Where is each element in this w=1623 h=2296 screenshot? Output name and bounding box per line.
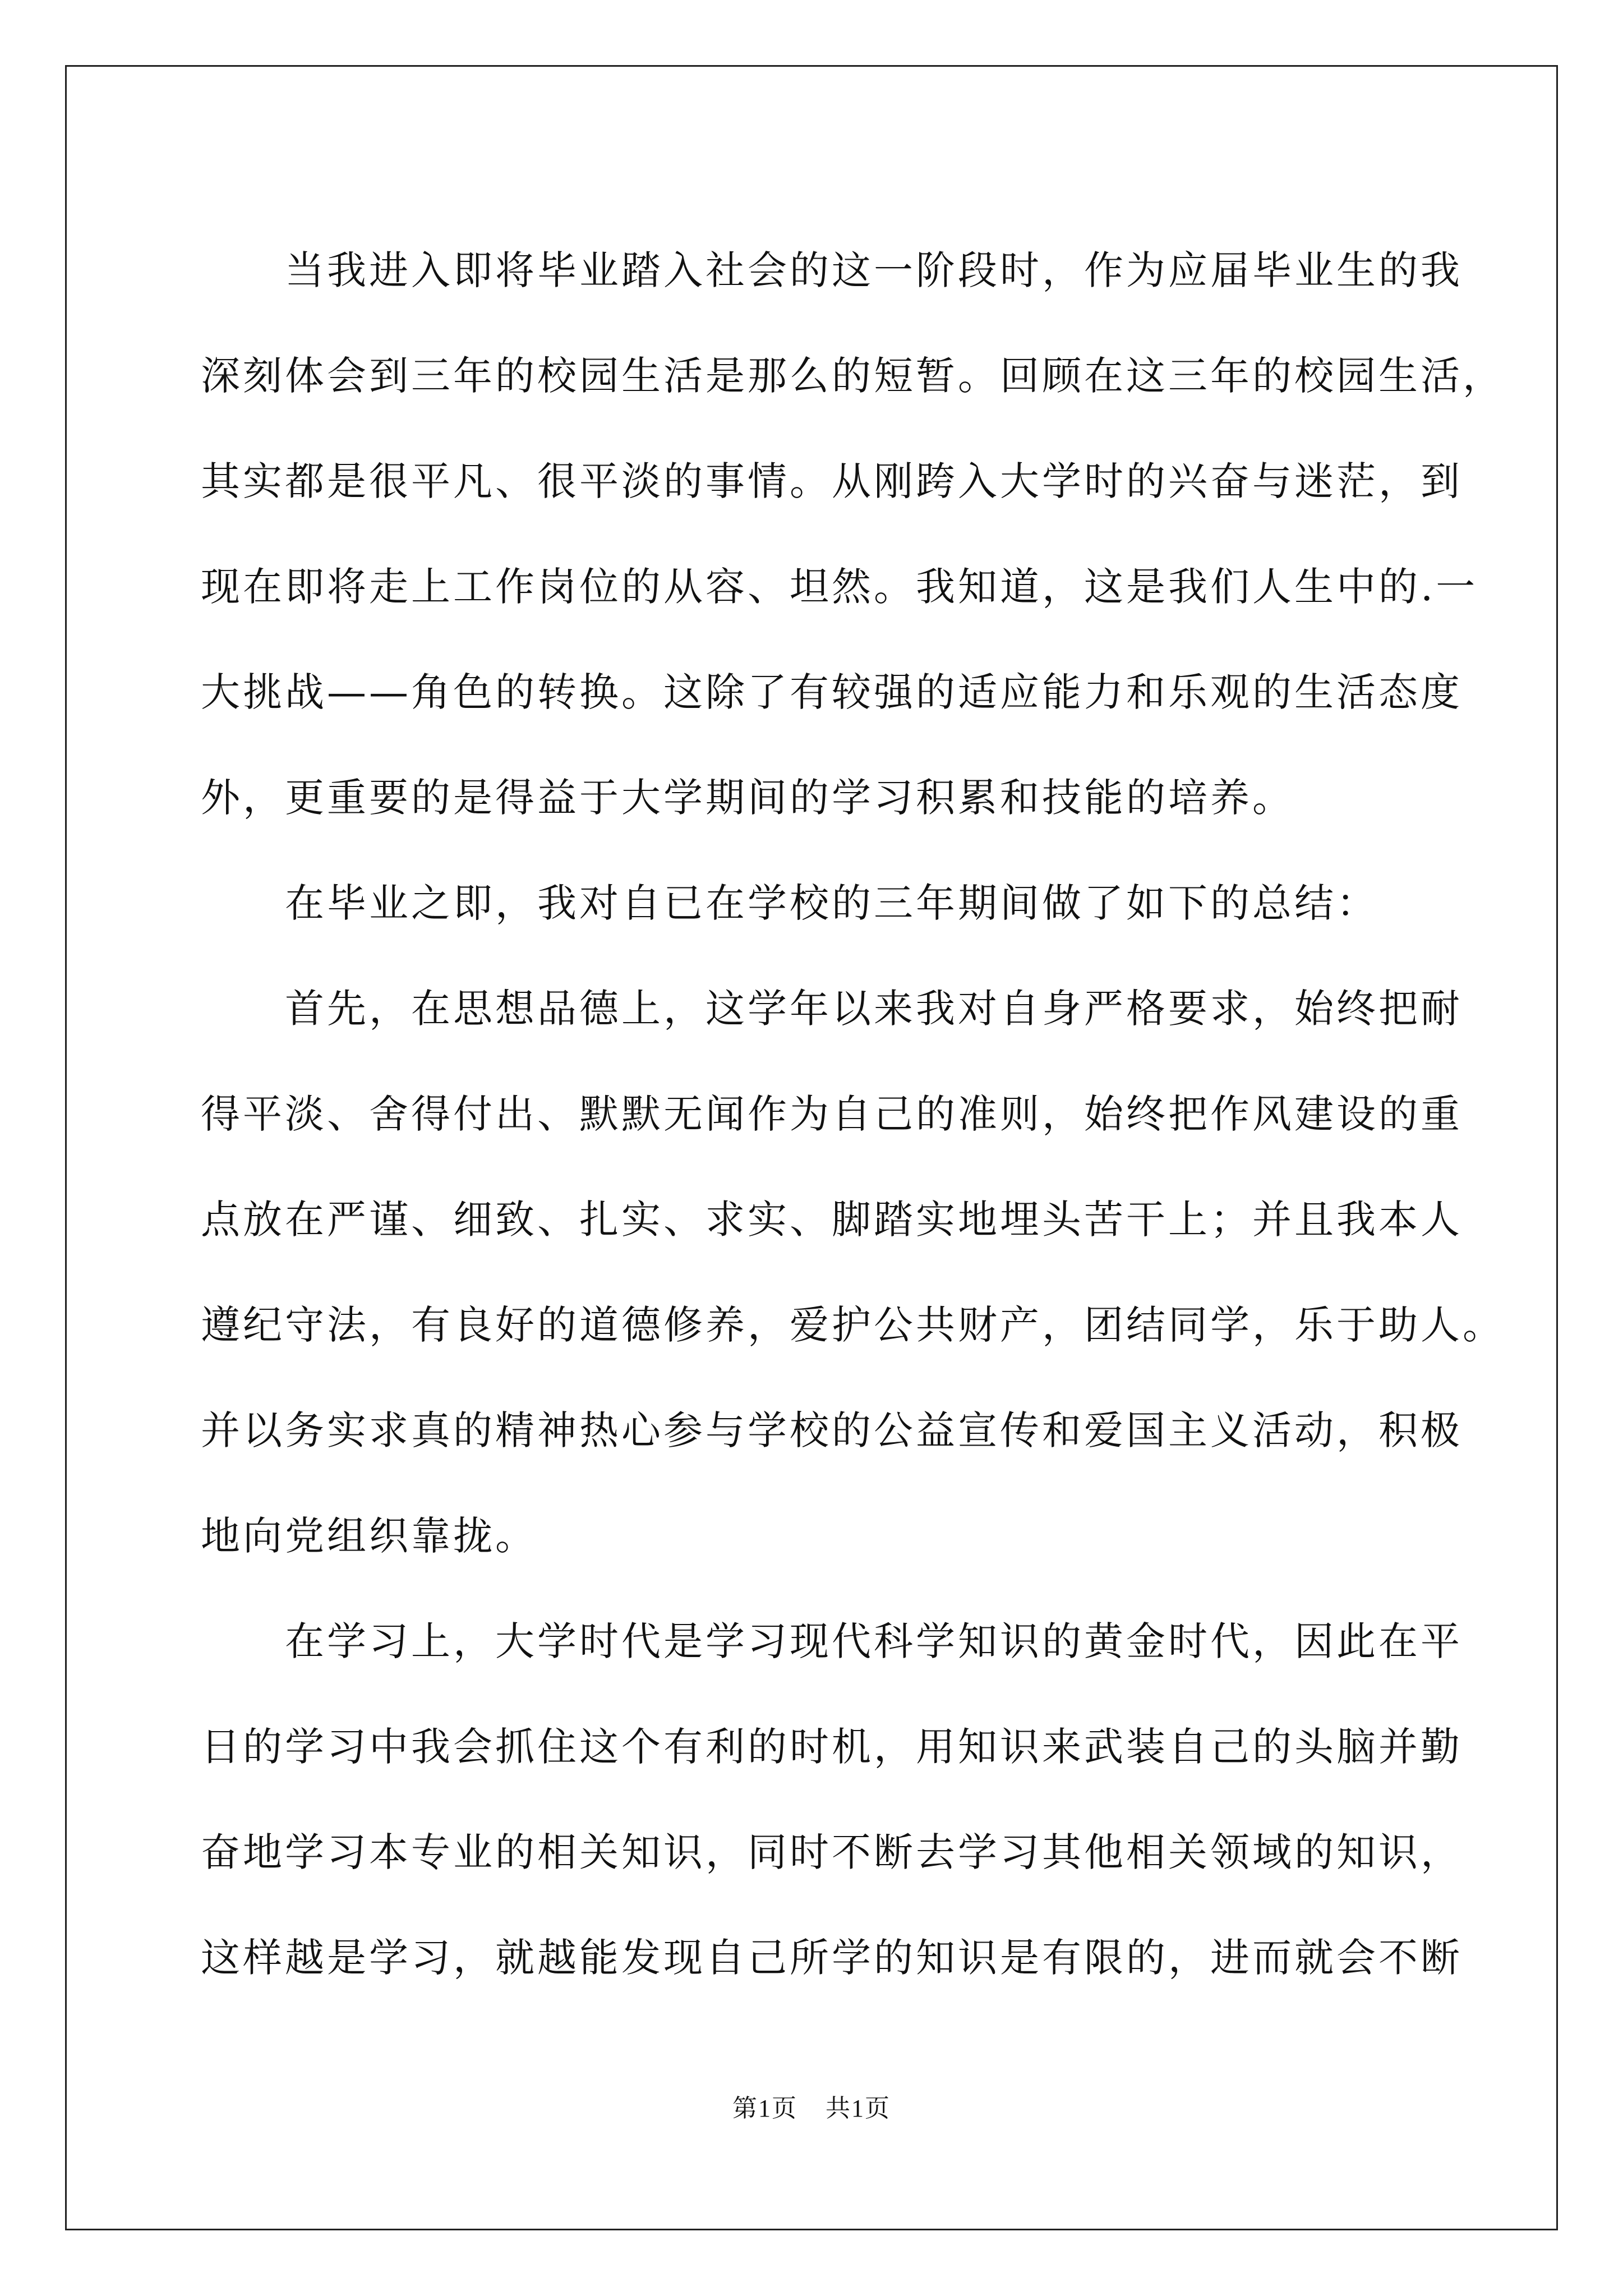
text-line: 遵纪守法，有良好的道德修养，爱护公共财产，团结同学，乐于助人。 — [201, 1302, 1505, 1348]
text-line: 点放在严谨、细致、扎实、求实、脚踏实地埋头苦干上；并且我本人 — [201, 1197, 1463, 1243]
text-line: 这样越是学习，就越能发现自己所学的知识是有限的，进而就会不断 — [201, 1935, 1463, 1981]
text-line: 外，更重要的是得益于大学期间的学习积累和技能的培养。 — [201, 775, 1294, 821]
text-line: 首先，在思想品德上，这学年以来我对自身严格要求，始终把耐 — [285, 986, 1463, 1032]
page-number: 第1页 — [732, 2095, 797, 2122]
page-total: 共1页 — [826, 2095, 891, 2122]
text-line: 奋地学习本专业的相关知识，同时不断去学习其他相关领域的知识， — [201, 1829, 1463, 1875]
text-line: 并以务实求真的精神热心参与学校的公益宣传和爱国主义活动，积极 — [201, 1407, 1463, 1453]
text-line: 在学习上，大学时代是学习现代科学知识的黄金时代，因此在平 — [285, 1618, 1463, 1664]
text-line: 深刻体会到三年的校园生活是那么的短暂。回顾在这三年的校园生活， — [201, 353, 1505, 399]
text-line: 得平淡、舍得付出、默默无闻作为自己的准则，始终把作风建设的重 — [201, 1091, 1463, 1137]
text-line: 在毕业之即，我对自已在学校的三年期间做了如下的总结： — [285, 880, 1378, 926]
document-body — [201, 218, 1505, 2010]
text-line: 现在即将走上工作岗位的从容、坦然。我知道，这是我们人生中的.一 — [201, 564, 1478, 610]
text-line: 地向党组织靠拢。 — [201, 1513, 537, 1559]
text-line: 其实都是很平凡、很平淡的事情。从刚跨入大学时的兴奋与迷茫，到 — [201, 458, 1463, 504]
text-line: 日的学习中我会抓住这个有利的时机，用知识来武装自己的头脑并勤 — [201, 1724, 1463, 1770]
page-footer — [0, 2088, 1623, 2124]
text-line: 当我进入即将毕业踏入社会的这一阶段时，作为应届毕业生的我 — [285, 247, 1463, 293]
text-line: 大挑战——角色的转换。这除了有较强的适应能力和乐观的生活态度 — [201, 669, 1463, 715]
